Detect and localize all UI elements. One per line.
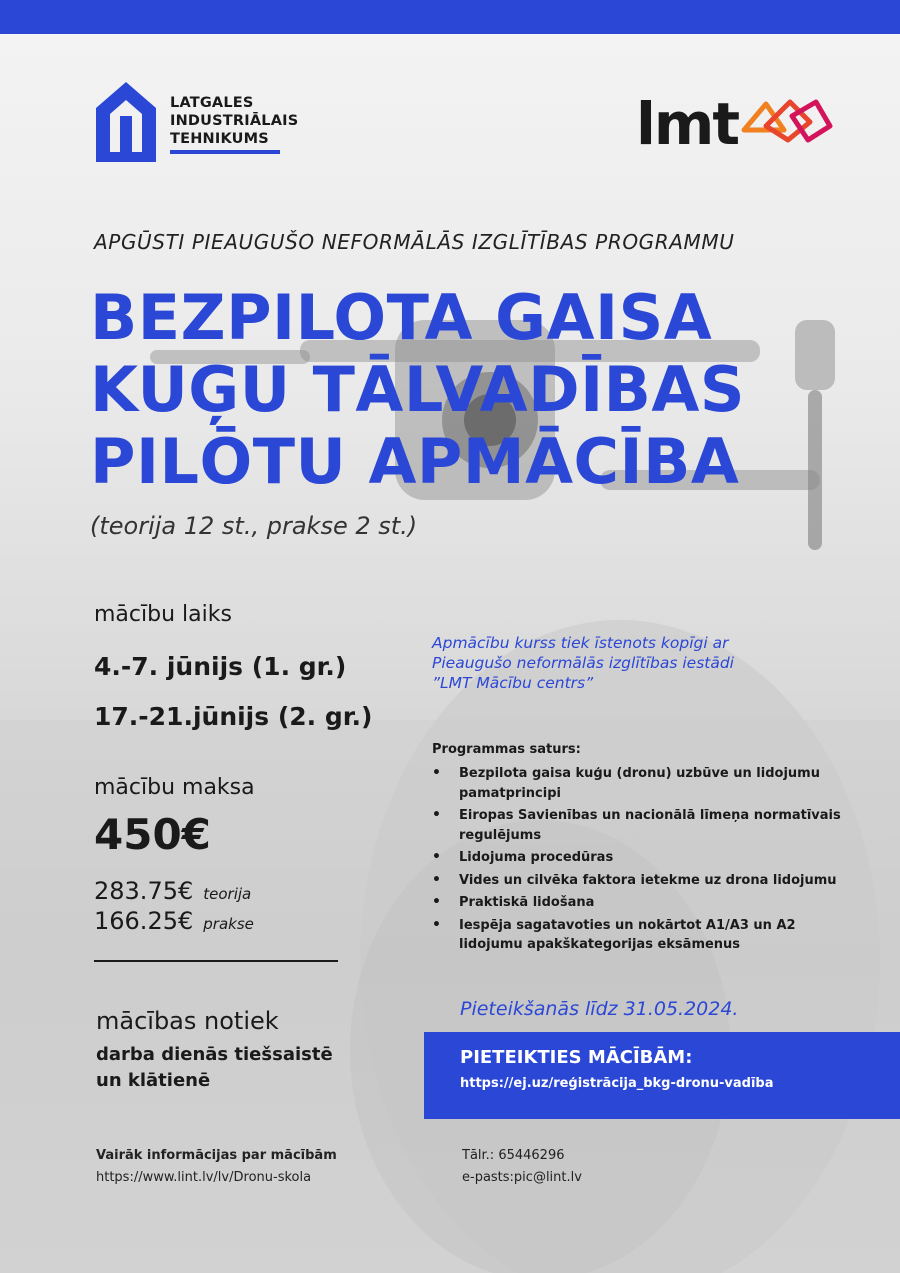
price-label: mācību maksa [94,775,255,800]
registration-box[interactable] [424,1032,900,1119]
footer-email[interactable]: e-pasts:pic@lint.lv [462,1170,582,1185]
price-part-practice [94,907,254,935]
course-hours: (teorija 12 st., prakse 2 st.) [90,512,418,540]
registration-link[interactable]: https://ej.uz/reģistrācija_bkg-dronu-vadība [460,1076,774,1091]
course-title [90,282,850,498]
application-deadline: Pieteikšanās līdz 31.05.2024. [460,998,739,1020]
house-bracket-logo-icon [94,80,158,164]
course-title-line: KUĢU TĀLVADĪBAS [90,353,746,426]
lmt-logo-text: lmt [636,90,739,158]
schedule-group-1: 4.-7. jūnijs (1. gr.) [94,652,347,681]
lit-logo-line: LATGALES [170,95,254,111]
list-item: • Praktiskā lidošana [432,893,852,913]
footer-info [96,1145,337,1189]
program-subtitle: APGŪSTI PIEAUGUŠO NEFORMĀLĀS IZGLĪTĪBAS PROGRAMMU [94,230,735,254]
top-accent-bar [0,0,900,34]
lit-logo-text [170,94,298,148]
footer-phone: Tālr.: 65446296 [462,1148,565,1163]
price-tag: teorija [203,885,252,903]
footer-info-label: Vairāk informācijas par mācībām [96,1148,337,1163]
list-item: • Lidojuma procedūras [432,848,852,868]
footer-info-link[interactable]: https://www.lint.lv/lv/Dronu-skola [96,1170,312,1185]
partner-note-line: Apmācību kurss tiek īstenots kopīgi ar [432,634,729,652]
divider-line [94,960,338,962]
list-item: • Iespēja sagatavoties un nokārtot A1/A3 un A2 lidojumu apakškategorijas eksāmenus [432,916,852,955]
list-item: • Bezpilota gaisa kuģu (dronu) uzbūve un lidojumu pamatprincipi [432,764,852,803]
lmt-logo [636,92,836,162]
price-total: 450€ [94,810,211,859]
course-title-line: BEZPILOTA GAISA [90,281,713,354]
location-label: mācības notiek [96,1007,279,1035]
schedule-label: mācību laiks [94,602,232,627]
lmt-knot-logo-icon [736,96,836,146]
price-part-theory [94,877,251,905]
price-amount: 166.25€ [94,907,194,935]
lit-logo-underline [170,150,280,154]
lit-logo-line: INDUSTRIĀLAIS [170,113,299,129]
footer-contacts [462,1145,582,1189]
price-amount: 283.75€ [94,877,194,905]
program-content-list [432,764,852,958]
partner-note [432,633,832,693]
program-content-title: Programmas saturs: [432,742,581,757]
location-text [96,1042,333,1094]
course-title-line: PILŌTU APMĀCĪBA [90,425,740,498]
price-tag: prakse [203,915,254,933]
location-line: un klātienē [96,1070,211,1091]
lit-logo [94,80,299,164]
list-item: • Vides un cilvēka faktora ietekme uz drona lidojumu [432,871,852,891]
location-line: darba dienās tiešsaistē [96,1044,333,1065]
lit-logo-line: TEHNIKUMS [170,131,269,147]
schedule-group-2: 17.-21.jūnijs (2. gr.) [94,702,373,731]
partner-note-line: Pieaugušo neformālās izglītības iestādi [432,654,734,672]
list-item: • Eiropas Savienības un nacionālā līmeņa normatīvais regulējums [432,806,852,845]
partner-note-line: ”LMT Mācību centrs” [432,674,594,692]
registration-title: PIETEIKTIES MĀCĪBĀM: [460,1047,693,1068]
